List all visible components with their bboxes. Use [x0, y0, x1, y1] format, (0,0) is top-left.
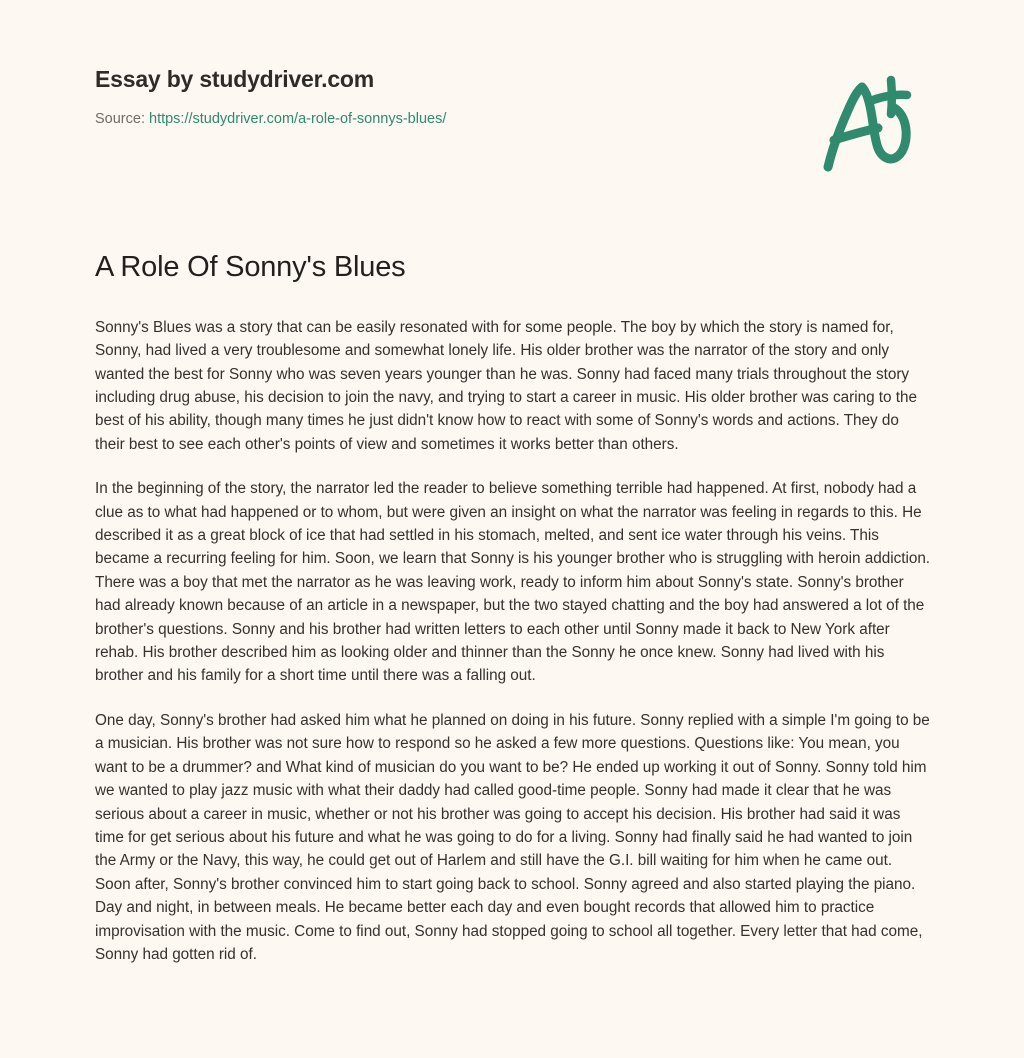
article-body — [95, 316, 931, 967]
article-paragraph: One day, Sonny's brother had asked him what he planned on doing in his future. Sonny replied with a simple I'm going to be a musician. His brother was not sure how to respond so he asked a few more questions. Questions like: You mean, you want to be a drummer? and What kind of musician do you want to be? He ended up working it out of Sonny. Sonny told him we wanted to play jazz music with what their daddy had called good-time people. Sonny had made it clear that he was serious about a career in music, whether or not his brother was going to accept his decision. His brother had said it was time for get serious about his future and what he was going to do for a living. Sonny had finally said he had wanted to join the Army or the Navy, this way, he could get out of Harlem and still have the G.I. bill waiting for him when he came out. Soon after, Sonny's brother convinced him to start going back to school. Sonny agreed and also started playing the piano. Day and night, in between meals. He became better each day and even bought records that allowed him to practice improvisation with the music. Come to find out, Sonny had stopped going to school all together. Every letter that had come, Sonny had gotten rid of. — [95, 711, 930, 963]
source-url-link[interactable]: https://studydriver.com/a-role-of-sonnys-blues/ — [149, 110, 447, 127]
essay-by-heading: Essay by studydriver.com — [95, 66, 375, 92]
a-plus-logo — [812, 62, 932, 180]
page-header — [0, 0, 1024, 200]
article-paragraph: In the beginning of the story, the narrator led the reader to believe something terrible had happened. At first, nobody had a clue as to what had happened or to whom, but were given an insight on what the narrator was feeling in regards to this. He described it as a great block of ice that had settled in his stomach, melted, and sent ice water through his veins. This became a recurring feeling for him. Soon, we learn that Sonny is his younger brother who is struggling with heroin addiction. There was a boy that met the narrator as he was leaving work, ready to inform him about Sonny's state. Sonny's brother had already known because of an article in a newspaper, but the two stayed chatting and the boy had answered a lot of the brother's questions. Sonny and his brother had written letters to each other until Sonny made it back to New York after rehab. His brother described him as looking older and thinner than the Sonny he once knew. Sonny had lived with his brother and his family for a short time until there was a falling out. — [95, 480, 931, 685]
article — [95, 250, 931, 966]
source-label: Source: — [95, 110, 149, 127]
page-title: A Role Of Sonny's Blues — [95, 251, 406, 283]
source-line — [95, 110, 446, 129]
a-plus-logo-icon — [812, 62, 932, 180]
header-text-block — [95, 66, 446, 128]
article-paragraph: Sonny's Blues was a story that can be easily resonated with for some people. The boy by which the story is named for, Sonny, had lived a very troublesome and somewhat lonely life. His older brother was the narrator of the story and only wanted the best for Sonny who was seven years younger than he was. Sonny had faced many trials throughout the story including drug abuse, his decision to join the navy, and trying to start a career in music. His older brother was caring to the best of his ability, though many times he just didn't know how to react with some of Sonny's words and actions. They do their best to see each other's points of view and sometimes it works better than others. — [95, 318, 917, 453]
